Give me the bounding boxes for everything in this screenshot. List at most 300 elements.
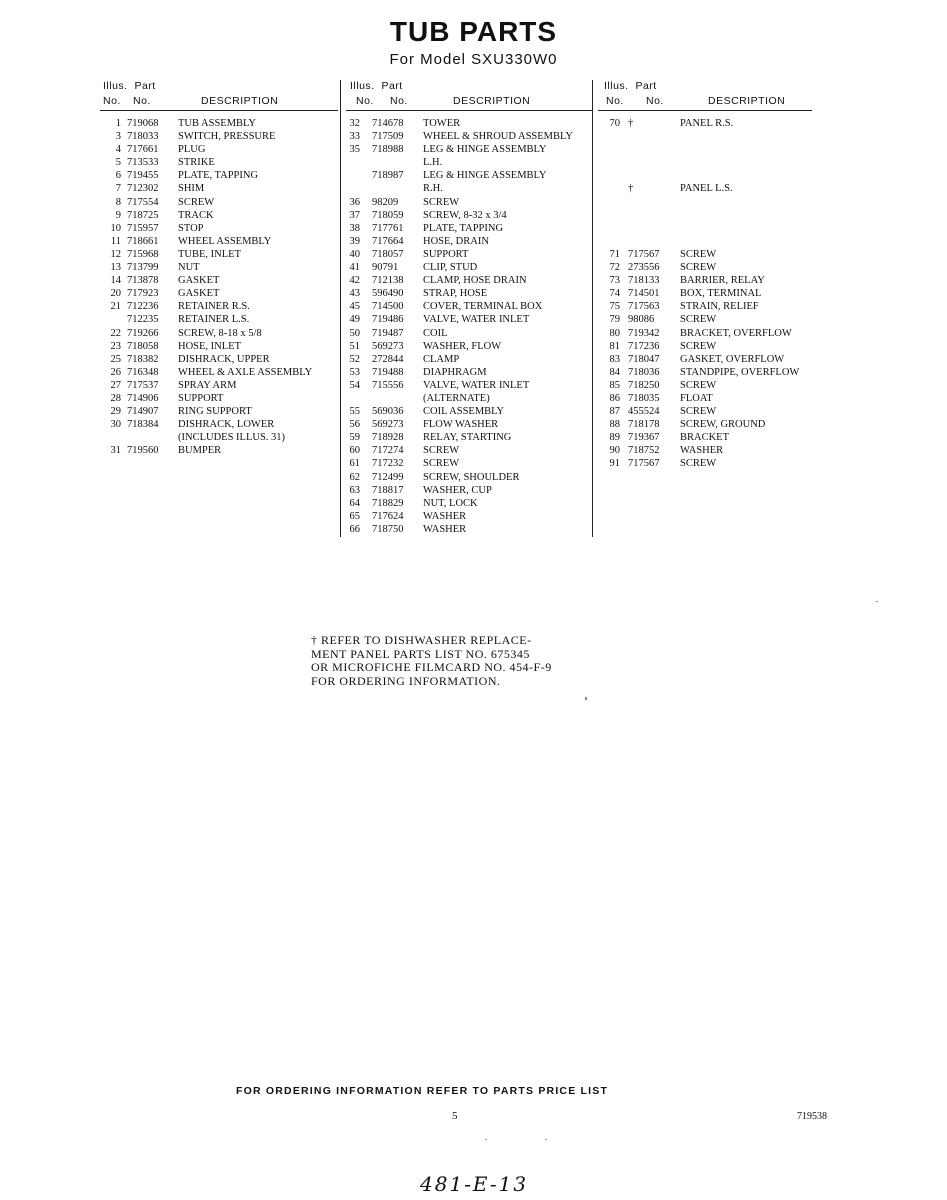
parts-column-2 <box>346 80 586 536</box>
illus-number: 33 <box>349 131 360 143</box>
illus-number: 3 <box>115 131 121 143</box>
part-description: SCREW <box>680 458 717 470</box>
part-number: 718987 <box>372 170 404 182</box>
illus-number: 49 <box>349 314 360 326</box>
illus-number: 59 <box>349 432 360 444</box>
part-number: 718178 <box>628 419 660 431</box>
header-rule <box>100 110 338 111</box>
parts-row <box>103 379 335 392</box>
part-number: 712138 <box>372 275 404 287</box>
part-number: 713878 <box>127 275 159 287</box>
parts-row <box>346 327 586 340</box>
part-description: SCREW <box>680 406 717 418</box>
parts-row <box>103 156 335 169</box>
parts-row <box>103 182 335 195</box>
parts-row <box>346 169 586 182</box>
parts-row <box>346 313 586 326</box>
part-description: GASKET, OVERFLOW <box>680 353 785 365</box>
part-description: DIAPHRAGM <box>423 366 487 378</box>
part-description: WHEEL & AXLE ASSEMBLY <box>178 366 313 378</box>
part-number: 98086 <box>628 314 655 326</box>
part-number: 717509 <box>372 131 404 143</box>
illus-number: 4 <box>115 144 121 156</box>
illus-number: 8 <box>115 196 121 208</box>
part-number: 718058 <box>127 340 159 352</box>
part-description: TUBE, INLET <box>178 248 241 260</box>
handwritten-annotation: 481-E-13 <box>420 1172 529 1196</box>
illus-number: 42 <box>349 275 360 287</box>
parts-row <box>598 379 813 392</box>
part-number: 718384 <box>127 419 159 431</box>
parts-row <box>346 340 586 353</box>
illus-number: 28 <box>110 392 121 404</box>
illus-number: 13 <box>110 262 121 274</box>
parts-row <box>103 392 335 405</box>
part-description: SPRAY ARM <box>178 379 237 391</box>
part-description: STRAP, HOSE <box>423 288 488 300</box>
part-description: TRACK <box>178 209 214 221</box>
part-number: 717664 <box>372 235 404 247</box>
parts-row <box>598 182 813 195</box>
parts-row <box>598 261 813 274</box>
illus-number: 81 <box>609 340 620 352</box>
part-number: 714500 <box>372 301 404 313</box>
parts-row <box>346 457 586 470</box>
column-header <box>103 80 335 111</box>
part-number: 719487 <box>372 327 404 339</box>
part-description: WASHER, FLOW <box>423 340 502 352</box>
parts-row <box>103 248 335 261</box>
parts-row <box>598 117 813 130</box>
part-description: WHEEL & SHROUD ASSEMBLY <box>423 131 573 143</box>
part-description: RETAINER L.S. <box>178 314 250 326</box>
part-description: LEG & HINGE ASSEMBLY <box>423 144 547 156</box>
parts-row <box>346 405 586 418</box>
parts-row <box>346 222 586 235</box>
part-description: WASHER <box>423 523 467 535</box>
part-description: CLAMP, HOSE DRAIN <box>423 275 527 287</box>
part-description: SCREW <box>680 248 717 260</box>
part-description: R.H. <box>423 183 443 195</box>
parts-list <box>103 117 335 457</box>
part-number: 717232 <box>372 458 404 470</box>
part-description: SCREW <box>680 262 717 274</box>
parts-row <box>598 222 813 235</box>
parts-row <box>103 117 335 130</box>
part-description: SCREW <box>423 445 460 457</box>
illus-number: 23 <box>110 340 121 352</box>
part-number: 719560 <box>127 445 159 457</box>
parts-row <box>346 523 586 536</box>
part-number: 714501 <box>628 288 660 300</box>
illus-number: 91 <box>609 458 620 470</box>
part-number: 273556 <box>628 262 660 274</box>
part-description: STOP <box>178 222 204 234</box>
parts-row <box>346 209 586 222</box>
note-line: OR MICROFICHE FILMCARD NO. 454-F-9 <box>311 660 552 674</box>
parts-row <box>346 471 586 484</box>
part-description: (INCLUDES ILLUS. 31) <box>178 432 286 444</box>
part-number: 713533 <box>127 157 159 169</box>
illus-number: 7 <box>115 183 121 195</box>
header-illus-no: No. <box>103 95 121 107</box>
part-number: 715957 <box>127 222 159 234</box>
part-number: 719486 <box>372 314 404 326</box>
part-number: 718661 <box>127 235 159 247</box>
part-number: 717567 <box>628 248 660 260</box>
part-number: 712302 <box>127 183 159 195</box>
part-number: 712236 <box>127 301 159 313</box>
illus-number: 85 <box>609 379 620 391</box>
part-number: 719455 <box>127 170 159 182</box>
parts-row <box>598 392 813 405</box>
parts-row <box>103 444 335 457</box>
part-description: PANEL R.S. <box>680 118 734 129</box>
part-description: SCREW, 8-32 x 3/4 <box>423 209 507 221</box>
part-description: HOSE, DRAIN <box>423 235 489 247</box>
part-number: 719367 <box>628 432 660 444</box>
illus-number: 26 <box>110 366 121 378</box>
part-description: RETAINER R.S. <box>178 301 250 313</box>
parts-row <box>598 287 813 300</box>
parts-row <box>103 366 335 379</box>
part-description: RELAY, STARTING <box>423 432 512 444</box>
illus-number: 86 <box>609 392 620 404</box>
parts-row <box>346 366 586 379</box>
illus-number: 39 <box>349 235 360 247</box>
part-number: 715556 <box>372 379 404 391</box>
column-divider-1 <box>340 80 341 537</box>
part-description: TOWER <box>423 118 461 129</box>
part-number: 718036 <box>628 366 660 378</box>
part-description: BRACKET <box>680 432 730 444</box>
part-description: WASHER <box>423 510 467 522</box>
part-number: 718035 <box>628 392 660 404</box>
part-description: FLOW WASHER <box>423 419 499 431</box>
part-description: BARRIER, RELAY <box>680 275 765 287</box>
illus-number: 50 <box>349 327 360 339</box>
part-description: SCREW, SHOULDER <box>423 471 520 483</box>
illus-number: 29 <box>110 406 121 418</box>
part-description: WASHER, CUP <box>423 484 492 496</box>
parts-row <box>598 274 813 287</box>
part-description: COVER, TERMINAL BOX <box>423 301 543 313</box>
illus-number: 41 <box>349 262 360 274</box>
parts-row <box>346 379 586 392</box>
part-number: 718988 <box>372 144 404 156</box>
illus-number: 35 <box>349 144 360 156</box>
illus-number: 40 <box>349 248 360 260</box>
part-description: PANEL L.S. <box>680 183 733 195</box>
parts-row <box>103 209 335 222</box>
illus-number: 21 <box>110 301 121 313</box>
part-description: CLIP, STUD <box>423 262 478 274</box>
part-description: BUMPER <box>178 445 222 457</box>
part-number: 718059 <box>372 209 404 221</box>
column-divider-2 <box>592 80 593 537</box>
document-number: 719538 <box>797 1111 827 1122</box>
part-number: 718750 <box>372 523 404 535</box>
parts-row <box>598 130 813 143</box>
part-description: SWITCH, PRESSURE <box>178 131 276 143</box>
part-description: SUPPORT <box>423 248 469 260</box>
note-line: MENT PANEL PARTS LIST NO. 675345 <box>311 646 530 661</box>
column-header <box>346 80 586 111</box>
part-number: 98209 <box>372 196 399 208</box>
part-number: 719068 <box>127 118 159 129</box>
part-description: STRAIN, RELIEF <box>680 301 759 313</box>
part-number: 716348 <box>127 366 159 378</box>
part-description: BRACKET, OVERFLOW <box>680 327 792 339</box>
part-number: 717236 <box>628 340 660 352</box>
illus-number: 54 <box>349 379 360 391</box>
parts-row <box>346 300 586 313</box>
illus-number: 55 <box>349 406 360 418</box>
illus-number: 36 <box>349 196 360 208</box>
part-number: 718752 <box>628 445 660 457</box>
part-description: SCREW, 8-18 x 5/8 <box>178 327 262 339</box>
part-description: SCREW <box>680 314 717 326</box>
part-description: TUB ASSEMBLY <box>178 118 257 129</box>
illus-number: 84 <box>609 366 620 378</box>
parts-row <box>346 248 586 261</box>
part-description: SCREW <box>178 196 215 208</box>
part-number: 90791 <box>372 262 399 274</box>
header-description: DESCRIPTION <box>201 95 279 107</box>
part-number: 719488 <box>372 366 404 378</box>
parts-row <box>598 300 813 313</box>
parts-row <box>598 327 813 340</box>
illus-number: 66 <box>349 523 360 535</box>
part-number: 714678 <box>372 118 404 129</box>
illus-number: 88 <box>609 419 620 431</box>
part-number: 717923 <box>127 288 159 300</box>
parts-row <box>598 209 813 222</box>
illus-number: 9 <box>115 209 121 221</box>
part-description: SCREW <box>680 340 717 352</box>
parts-row <box>103 405 335 418</box>
parts-row <box>346 117 586 130</box>
parts-row <box>346 392 586 405</box>
part-description: NUT <box>178 262 200 274</box>
illus-number: 89 <box>609 432 620 444</box>
part-number: 718033 <box>127 131 159 143</box>
part-number: 718057 <box>372 248 404 260</box>
part-description: STRIKE <box>178 157 215 169</box>
parts-row <box>598 143 813 156</box>
part-number: 717563 <box>628 301 660 313</box>
part-number: 717554 <box>127 196 159 208</box>
header-illus-no: No. <box>356 95 374 107</box>
part-description: STANDPIPE, OVERFLOW <box>680 366 800 378</box>
parts-row <box>598 366 813 379</box>
part-description: SCREW, GROUND <box>680 419 766 431</box>
note-line: FOR ORDERING INFORMATION. <box>311 673 501 688</box>
part-description: BOX, TERMINAL <box>680 288 762 300</box>
illus-number: 56 <box>349 419 360 431</box>
panel-parts-note <box>311 634 611 688</box>
illus-number: 5 <box>115 157 121 169</box>
illus-number: 38 <box>349 222 360 234</box>
parts-list <box>598 117 813 471</box>
parts-row <box>598 313 813 326</box>
illus-number: 60 <box>349 445 360 457</box>
part-number: 719342 <box>628 327 660 339</box>
page-number: 5 <box>452 1110 458 1122</box>
part-description: RING SUPPORT <box>178 406 252 418</box>
part-number: 718725 <box>127 209 159 221</box>
part-description: SUPPORT <box>178 392 224 404</box>
scan-speck <box>545 1139 547 1140</box>
illus-number: 79 <box>609 314 620 326</box>
illus-number: 72 <box>609 262 620 274</box>
illus-number: 6 <box>115 170 121 182</box>
part-number: 718382 <box>127 353 159 365</box>
header-description: DESCRIPTION <box>708 95 786 107</box>
part-number: 717624 <box>372 510 404 522</box>
illus-number: 74 <box>609 288 620 300</box>
part-description: LEG & HINGE ASSEMBLY <box>423 170 547 182</box>
parts-row <box>598 196 813 209</box>
header-part-no: No. <box>133 95 151 107</box>
part-description: SCREW <box>423 458 460 470</box>
part-description: GASKET <box>178 288 220 300</box>
part-number: 596490 <box>372 288 404 300</box>
header-illus-part: Illus. Part <box>350 80 403 92</box>
part-description: WHEEL ASSEMBLY <box>178 235 272 247</box>
part-number: 717567 <box>628 458 660 470</box>
parts-row <box>346 261 586 274</box>
header-rule <box>346 110 592 111</box>
header-part-no: No. <box>646 95 664 107</box>
part-number: 719266 <box>127 327 159 339</box>
part-description: DISHRACK, LOWER <box>178 419 275 431</box>
header-illus-part: Illus. Part <box>604 80 657 92</box>
illus-number: 11 <box>110 235 121 247</box>
illus-number: 53 <box>349 366 360 378</box>
part-description: COIL <box>423 327 448 339</box>
part-number: 718829 <box>372 497 404 509</box>
parts-row <box>103 235 335 248</box>
parts-row <box>103 313 335 326</box>
part-description: VALVE, WATER INLET <box>423 314 530 326</box>
part-number: 455524 <box>628 406 660 418</box>
illus-number: 71 <box>609 248 620 260</box>
illus-number: 31 <box>110 445 121 457</box>
parts-row <box>346 287 586 300</box>
header-rule <box>598 110 812 111</box>
part-number: 718047 <box>628 353 660 365</box>
illus-number: 45 <box>349 301 360 313</box>
scan-speck <box>585 697 587 700</box>
parts-row <box>346 497 586 510</box>
header-illus-part: Illus. Part <box>103 80 156 92</box>
column-header <box>598 80 813 111</box>
parts-row <box>598 169 813 182</box>
parts-row <box>103 300 335 313</box>
illus-number: 52 <box>349 353 360 365</box>
part-number: 712499 <box>372 471 404 483</box>
illus-number: 32 <box>349 118 360 129</box>
ordering-footer: FOR ORDERING INFORMATION REFER TO PARTS PRICE LIST <box>236 1085 609 1097</box>
header-part-no: No. <box>390 95 408 107</box>
illus-number: 61 <box>349 458 360 470</box>
part-number: 718928 <box>372 432 404 444</box>
illus-number: 83 <box>609 353 620 365</box>
part-number: 569273 <box>372 419 404 431</box>
parts-row <box>598 353 813 366</box>
parts-row <box>346 510 586 523</box>
part-description: NUT, LOCK <box>423 497 478 509</box>
parts-row <box>103 261 335 274</box>
illus-number: 20 <box>110 288 121 300</box>
illus-number: 62 <box>349 471 360 483</box>
page-title: TUB PARTS <box>389 16 558 47</box>
parts-row <box>103 169 335 182</box>
parts-row <box>598 444 813 457</box>
part-description: CLAMP <box>423 353 460 365</box>
part-description: HOSE, INLET <box>178 340 241 352</box>
illus-number: 27 <box>110 379 121 391</box>
part-description: GASKET <box>178 275 220 287</box>
parts-row <box>346 182 586 195</box>
part-description: (ALTERNATE) <box>423 392 490 404</box>
parts-row <box>103 327 335 340</box>
part-description: SCREW <box>680 379 717 391</box>
parts-row <box>346 274 586 287</box>
parts-row <box>346 484 586 497</box>
part-number: 717661 <box>127 144 159 156</box>
illus-number: 65 <box>349 510 360 522</box>
illus-number: 12 <box>110 248 121 260</box>
illus-number: 80 <box>609 327 620 339</box>
part-description: SHIM <box>178 183 205 195</box>
parts-row <box>346 143 586 156</box>
parts-row <box>346 196 586 209</box>
parts-row <box>103 274 335 287</box>
parts-row <box>103 431 335 444</box>
part-description: PLATE, TAPPING <box>423 222 504 234</box>
parts-row <box>103 130 335 143</box>
illus-number: 22 <box>110 327 121 339</box>
parts-row <box>103 287 335 300</box>
parts-column-1 <box>103 80 335 457</box>
header-description: DESCRIPTION <box>453 95 531 107</box>
parts-row <box>346 156 586 169</box>
part-number: 717761 <box>372 222 404 234</box>
part-description: VALVE, WATER INLET <box>423 379 530 391</box>
scan-speck <box>876 601 878 602</box>
part-description: DISHRACK, UPPER <box>178 353 270 365</box>
illus-number: 90 <box>609 445 620 457</box>
part-number: 718133 <box>628 275 660 287</box>
parts-column-3 <box>598 80 813 471</box>
parts-row <box>598 418 813 431</box>
part-number: 718817 <box>372 484 404 496</box>
part-number: 715968 <box>127 248 159 260</box>
part-number: † <box>628 183 634 195</box>
parts-row <box>103 353 335 366</box>
part-number: 717537 <box>127 379 159 391</box>
part-number: 717274 <box>372 445 404 457</box>
part-number: 714907 <box>127 406 159 418</box>
part-number: 569036 <box>372 406 404 418</box>
part-number: † <box>628 118 634 129</box>
parts-row <box>346 444 586 457</box>
parts-row <box>103 143 335 156</box>
part-number: 712235 <box>127 314 159 326</box>
illus-number: 43 <box>349 288 360 300</box>
